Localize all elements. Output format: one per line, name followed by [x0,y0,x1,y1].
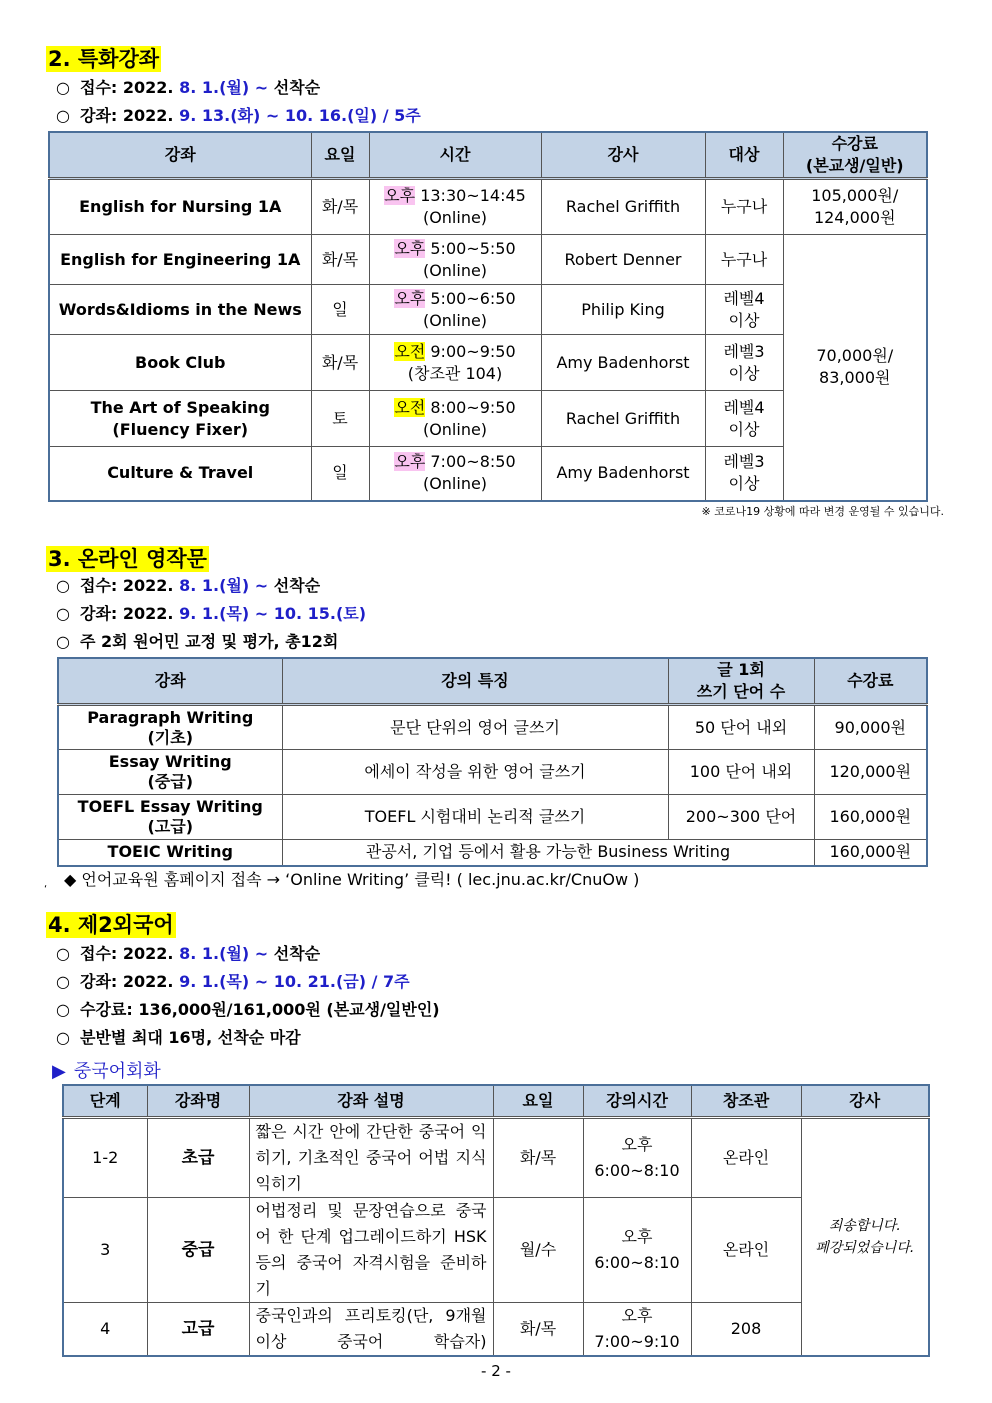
table-row [58,795,927,840]
column-header: 창조관 [691,1085,801,1117]
course-teacher: Rachel Griffith [541,391,705,447]
course-description: 짧은 시간 안에 간단한 중국어 익히기, 기초적인 중국어 어법 지식 익히기 [249,1117,493,1197]
course-day: 화/목 [493,1302,583,1356]
online-writing-link-note: ◆ 언어교육원 홈페이지 접속 → ‘Online Writing’ 클릭! ( lec.jnu.ac.kr/CnuOw ) [64,870,640,889]
word-count: 100 단어 내외 [668,750,814,795]
course-fee: 160,000원 [814,840,927,866]
course-day: 토 [311,391,369,447]
course-description: 어법정리 및 문장연습으로 중국어 한 단계 업그레이드하기 HSK 등의 중국어 자격시험을 준비하기 [249,1197,493,1302]
course-fee: 105,000원/ 124,000원 [783,179,927,235]
course-level: 1-2 [63,1117,147,1197]
column-header: 강좌 [58,658,282,705]
course-location: (Online) [422,310,488,330]
course-teacher: Amy Badenhorst [541,335,705,391]
column-header: 강사 [541,132,705,179]
course-location: (창조관 104) [407,363,503,383]
table-row [49,235,927,285]
column-header: 강좌 [49,132,311,179]
course-level: 4 [63,1302,147,1356]
table-row [58,840,927,866]
course-target: 레벨3 이상 [705,335,783,391]
teacher-closed-note: 죄송합니다. 폐강되었습니다. [801,1117,929,1356]
course-description: 에세이 작성을 위한 영어 글쓰기 [282,750,668,795]
s3-course-period: ○ 강좌: 2022. 9. 1.(목) ~ 10. 15.(토) [56,604,367,623]
course-name: TOEFL Essay Writing (고급) [58,795,282,840]
column-header: 요일 [311,132,369,179]
course-name: Essay Writing (중급) [58,750,282,795]
course-day: 화/목 [311,235,369,285]
course-day: 일 [311,285,369,335]
column-header: 강좌 설명 [249,1085,493,1117]
course-location: (Online) [422,474,488,494]
time-range: 5:00~5:50 [430,238,516,258]
section-4 [46,912,440,1052]
ampm-label: 오후 [394,452,426,472]
course-description: 문단 단위의 영어 글쓰기 [282,705,668,750]
ampm-label: 오후 [394,288,426,308]
ampm-label: 오후 [394,238,426,258]
course-target: 레벨4 이상 [705,285,783,335]
course-fee: 70,000원/ 83,000원 [783,235,927,501]
section-3 [46,546,366,656]
course-level: 3 [63,1197,147,1302]
table-row [63,1302,929,1356]
course-time [369,235,541,285]
word-count: 200~300 단어 [668,795,814,840]
time-range: 13:30~14:45 [420,186,526,205]
s4-course-period: ○ 강좌: 2022. 9. 1.(목) ~ 10. 21.(금) / 7주 [56,972,410,991]
table-row [63,1117,929,1197]
time-range: 5:00~6:50 [430,288,516,308]
course-teacher: Rachel Griffith [541,179,705,235]
course-name: Culture & Travel [49,447,311,501]
time-range: 7:00~8:50 [430,452,516,472]
word-count: 50 단어 내외 [668,705,814,750]
course-time [369,335,541,391]
course-day: 월/수 [493,1197,583,1302]
s4-registration: ○ 접수: 2022. 8. 1.(월) ~ 선착순 [56,944,321,963]
course-name: Paragraph Writing (기초) [58,705,282,750]
column-header: 대상 [705,132,783,179]
course-location: (Online) [422,208,488,227]
course-teacher: Philip King [541,285,705,335]
table-header-row [63,1085,929,1117]
online-writing-table [57,657,928,867]
ampm-label: 오후 [384,186,416,205]
s2-registration: ○ 접수: 2022. 8. 1.(월) ~ 선착순 [56,78,321,97]
course-target: 누구나 [705,179,783,235]
column-header: 단계 [63,1085,147,1117]
course-name: English for Engineering 1A [49,235,311,285]
course-day: 화/목 [311,179,369,235]
course-name: Words&Idioms in the News [49,285,311,335]
course-teacher: Robert Denner [541,235,705,285]
section-3-title: 3. 온라인 영작문 [48,547,207,571]
column-header: 글 1회 쓰기 단어 수 [668,658,814,705]
course-location: (Online) [422,419,488,439]
column-header: 강좌명 [147,1085,249,1117]
stray-mark: ‘ [44,884,48,895]
s4-fee: ○ 수강료: 136,000원/161,000원 (본교생/일반인) [56,1000,440,1019]
column-header: 강의시간 [583,1085,691,1117]
course-fee: 120,000원 [814,750,927,795]
ampm-label: 오전 [394,397,426,417]
course-name: English for Nursing 1A [49,179,311,235]
time-range: 8:00~9:50 [430,397,516,417]
column-header: 수강료 (본교생/일반) [783,132,927,179]
course-room: 온라인 [691,1117,801,1197]
course-fee: 90,000원 [814,705,927,750]
chinese-subheading: ▶ 중국어회화 [52,1061,161,1082]
course-target: 누구나 [705,235,783,285]
table-header-row [49,132,927,179]
course-time: 오후 7:00~9:10 [583,1302,691,1356]
special-courses-table [48,131,928,502]
ampm-label: 오전 [394,341,426,361]
s4-capacity: ○ 분반별 최대 16명, 선착순 마감 [56,1028,301,1047]
column-header: 수강료 [814,658,927,705]
s3-extra-info: ○ 주 2회 원어민 교정 및 평가, 총12회 [56,632,339,651]
course-name: TOEIC Writing [58,840,282,866]
table-row [63,1197,929,1302]
table-header-row [58,658,927,705]
course-day: 화/목 [311,335,369,391]
course-day: 화/목 [493,1117,583,1197]
course-room: 온라인 [691,1197,801,1302]
course-description: 관공서, 기업 등에서 활용 가능한 Business Writing [282,840,814,866]
course-room: 208 [691,1302,801,1356]
course-time: 오후 6:00~8:10 [583,1117,691,1197]
course-fee: 160,000원 [814,795,927,840]
column-header: 시간 [369,132,541,179]
table-row [49,179,927,235]
course-teacher: Amy Badenhorst [541,447,705,501]
course-target: 레벨3 이상 [705,447,783,501]
covid-note: ※ 코로나19 상황에 따라 변경 운영될 수 있습니다. [701,505,944,518]
course-target: 레벨4 이상 [705,391,783,447]
table-row [58,705,927,750]
course-name: 초급 [147,1117,249,1197]
course-description: 중국인과의 프리토킹(단, 9개월 이상 중국어 학습자) [249,1302,493,1356]
course-location: (Online) [422,260,488,280]
course-day: 일 [311,447,369,501]
course-time [369,391,541,447]
course-description: TOEFL 시험대비 논리적 글쓰기 [282,795,668,840]
triangle-bullet-icon: ▶ [52,1061,66,1082]
section-2-title: 2. 특화강좌 [48,47,160,71]
course-time [369,447,541,501]
section-2 [46,46,421,130]
s3-registration: ○ 접수: 2022. 8. 1.(월) ~ 선착순 [56,576,321,595]
chinese-courses-table [62,1084,930,1357]
course-name: 중급 [147,1197,249,1302]
course-time [369,179,541,235]
course-name: The Art of Speaking (Fluency Fixer) [49,391,311,447]
course-time: 오후 6:00~8:10 [583,1197,691,1302]
page-number: - 2 - [481,1362,511,1380]
column-header: 강의 특징 [282,658,668,705]
time-range: 9:00~9:50 [430,341,516,361]
course-name: Book Club [49,335,311,391]
section-4-title: 4. 제2외국어 [48,913,174,937]
course-name: 고급 [147,1302,249,1356]
s2-course-period: ○ 강좌: 2022. 9. 13.(화) ~ 10. 16.(일) / 5주 [56,106,421,125]
column-header: 강사 [801,1085,929,1117]
course-time [369,285,541,335]
table-row [58,750,927,795]
column-header: 요일 [493,1085,583,1117]
